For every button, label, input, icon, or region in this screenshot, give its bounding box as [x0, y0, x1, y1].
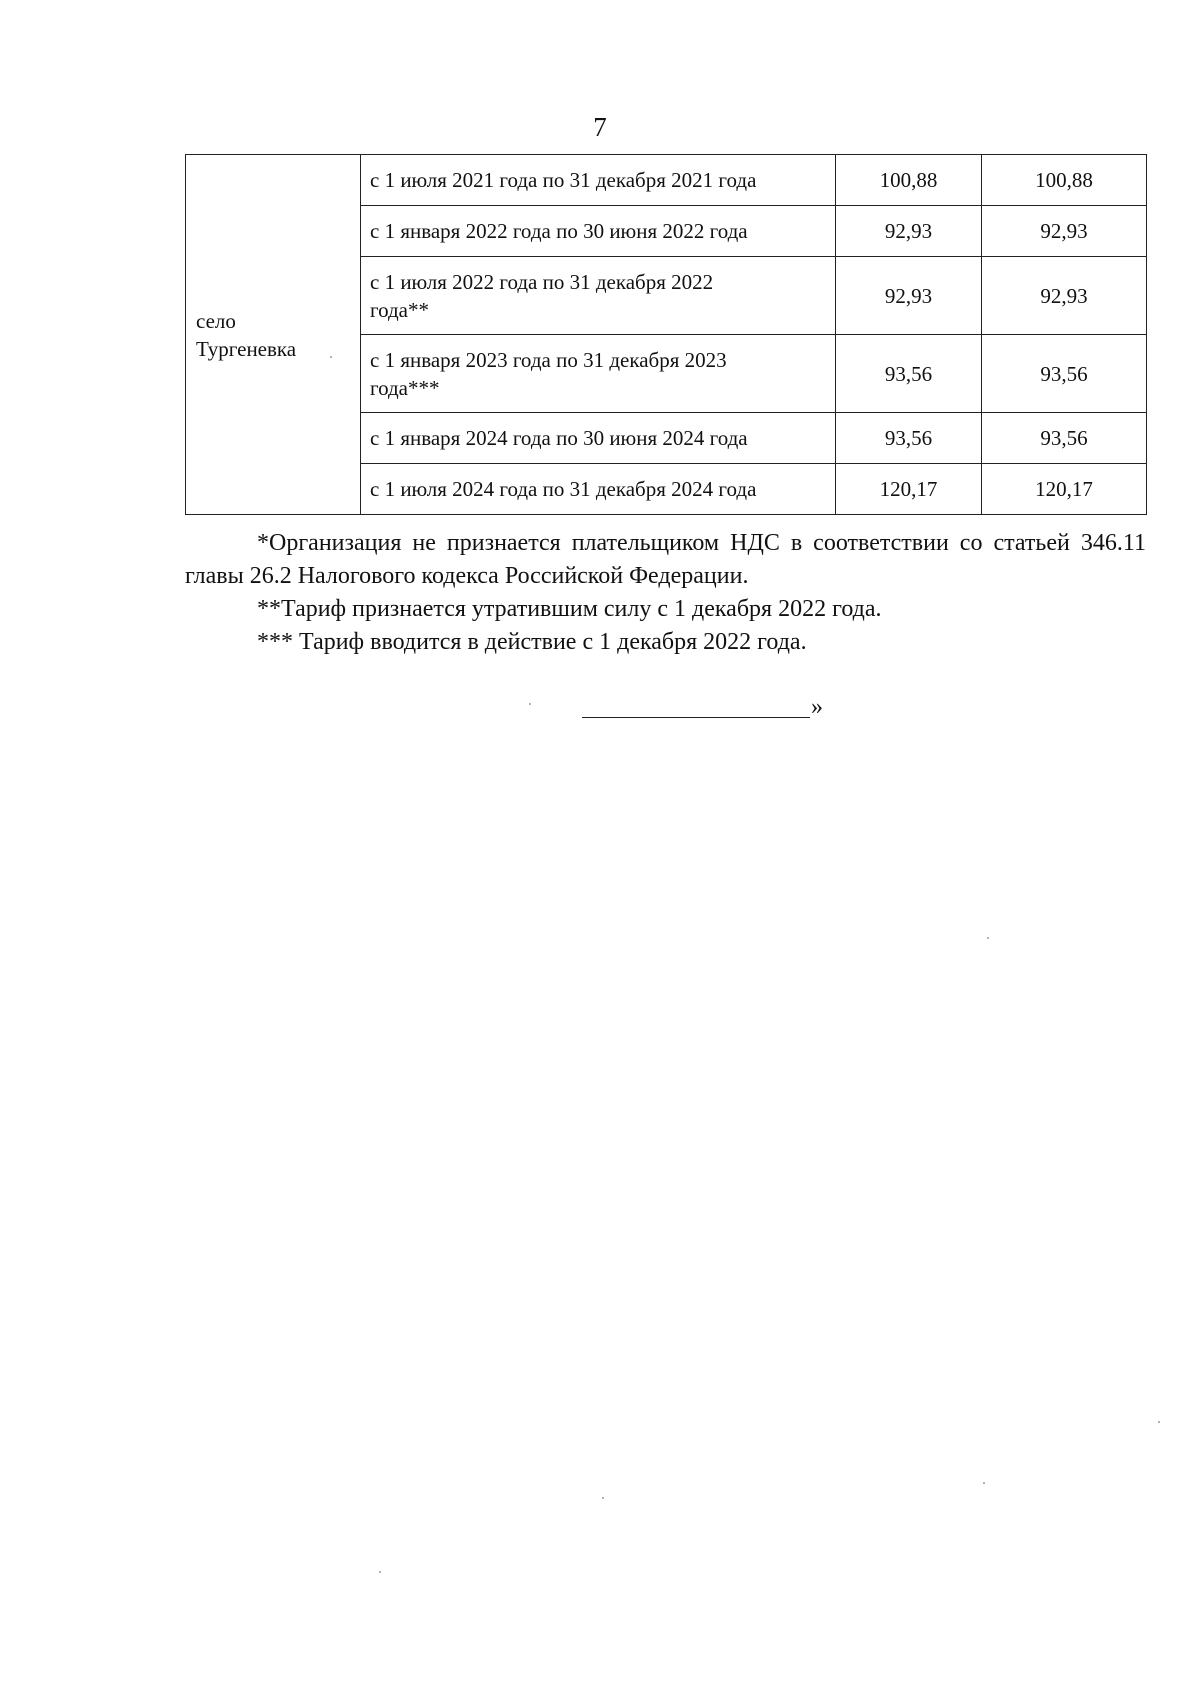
tariff-value-2: 100,88 — [982, 155, 1147, 206]
tariff-value-2: 92,93 — [982, 206, 1147, 257]
period-cell: с 1 января 2024 года по 30 июня 2024 года — [361, 413, 836, 464]
tariff-value-1: 93,56 — [836, 413, 982, 464]
scan-speck — [1158, 1421, 1160, 1423]
scan-speck — [379, 1571, 381, 1573]
footnote-expired-tariff: **Тариф признается утратившим силу с 1 декабря 2022 года. — [257, 596, 882, 622]
tariff-value-1: 92,93 — [836, 257, 982, 335]
scan-speck — [529, 703, 531, 705]
scan-speck — [330, 356, 332, 358]
settlement-name: село Тургеневка — [196, 308, 297, 361]
period-text: с 1 января 2023 года по 31 декабря 2023 года*** — [370, 347, 727, 400]
period-cell: с 1 июля 2024 года по 31 декабря 2024 года — [361, 464, 836, 515]
tariff-value-1: 92,93 — [836, 206, 982, 257]
scan-speck — [602, 1497, 604, 1499]
closing-underline — [582, 717, 810, 718]
footnotes — [185, 527, 1146, 659]
tariff-value-1: 100,88 — [836, 155, 982, 206]
tariff-table — [185, 154, 1147, 515]
scan-speck — [987, 937, 989, 939]
table-row — [186, 155, 1147, 206]
period-cell: с 1 января 2022 года по 30 июня 2022 года — [361, 206, 836, 257]
page-number: 7 — [593, 112, 607, 142]
tariff-value-1: 120,17 — [836, 464, 982, 515]
period-text: с 1 июля 2022 года по 31 декабря 2022 года** — [370, 269, 714, 322]
tariff-value-2: 93,56 — [982, 413, 1147, 464]
period-cell — [361, 257, 836, 335]
period-cell: с 1 июля 2021 года по 31 декабря 2021 года — [361, 155, 836, 206]
tariff-value-1: 93,56 — [836, 335, 982, 413]
settlement-cell — [186, 155, 361, 515]
period-cell — [361, 335, 836, 413]
footnote-vat: *Организация не признается плательщиком НДС в соответствии со статьей 346.11 главы 26.2 Налогового кодекса Российской Федерации. — [185, 530, 1146, 589]
tariff-value-2: 93,56 — [982, 335, 1147, 413]
closing-quote: » — [811, 694, 823, 720]
tariff-value-2: 120,17 — [982, 464, 1147, 515]
tariff-value-2: 92,93 — [982, 257, 1147, 335]
scan-speck — [983, 1482, 985, 1484]
closing-line — [582, 692, 823, 722]
footnote-new-tariff: *** Тариф вводится в действие с 1 декабря 2022 года. — [257, 629, 807, 655]
